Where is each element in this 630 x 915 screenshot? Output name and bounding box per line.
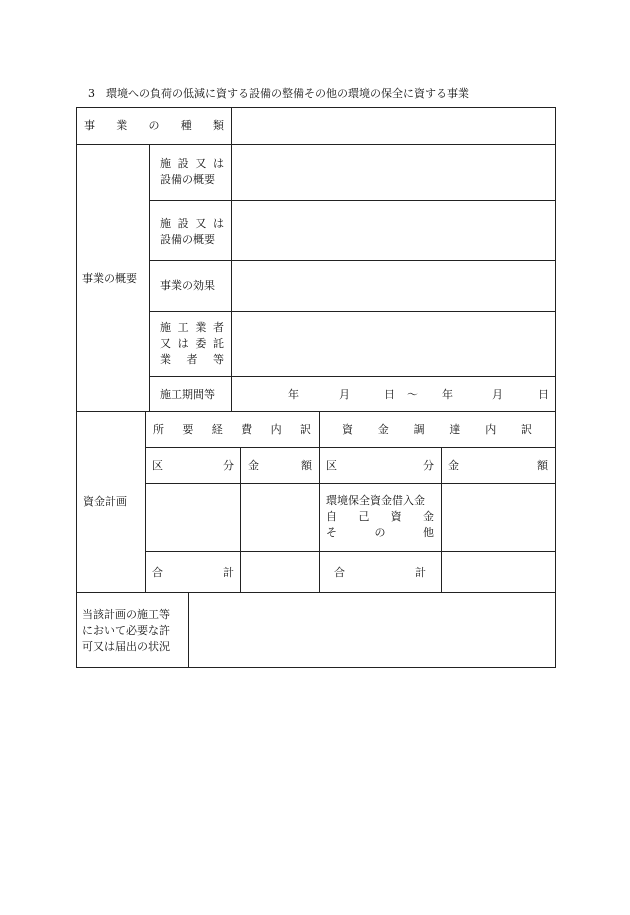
divider <box>149 376 556 377</box>
divider <box>145 483 556 484</box>
facility-label-line2: 設備の概要 <box>160 173 215 186</box>
source-loan: 環境保全資金借入金 <box>326 494 425 507</box>
source-other: そ の 他 <box>326 526 434 539</box>
border-top <box>76 107 556 108</box>
cost-kubun-header: 区 分 <box>152 459 234 472</box>
cost-total-label: 合 計 <box>152 566 234 579</box>
period-tilde: ～ <box>407 388 418 401</box>
business-kind-label: 事 業 の 種 類 <box>84 119 224 132</box>
facility-label-line1: 施 設 又 は <box>160 157 224 170</box>
procure-kubun-header: 区 分 <box>326 459 434 472</box>
overview-label: 事業の概要 <box>82 272 137 285</box>
procure-amount-header: 金 額 <box>448 459 548 472</box>
divider <box>145 447 556 448</box>
business-form-table <box>76 107 556 668</box>
period-month-2: 月 <box>492 388 503 401</box>
contractor-label-line3: 業 者 等 <box>160 353 224 366</box>
border-left <box>76 107 77 668</box>
divider <box>76 144 556 145</box>
border-right <box>555 107 556 668</box>
cost-breakdown-header: 所 要 経 費 内 訳 <box>153 423 311 436</box>
period-year-2: 年 <box>442 388 453 401</box>
procure-total-label: 合 計 <box>334 566 426 579</box>
border-bottom <box>76 667 556 668</box>
divider <box>149 200 556 201</box>
period-month-1: 月 <box>339 388 350 401</box>
divider <box>149 260 556 261</box>
procurement-breakdown-header: 資 金 調 達 内 訳 <box>342 423 532 436</box>
source-own-funds: 自 己 資 金 <box>326 510 434 523</box>
period-day-1: 日 <box>384 388 395 401</box>
divider <box>319 411 320 593</box>
permits-label-line1: 当該計画の施工等 <box>82 608 170 621</box>
divider <box>76 411 556 412</box>
contractor-label-line1: 施 工 業 者 <box>160 321 224 334</box>
divider <box>149 311 556 312</box>
period-year-1: 年 <box>288 388 299 401</box>
divider <box>188 592 189 668</box>
cost-amount-header: 金 額 <box>248 459 312 472</box>
divider <box>76 592 556 593</box>
facility-label-line1: 施 設 又 は <box>160 217 224 230</box>
divider <box>145 551 556 552</box>
divider <box>145 411 146 593</box>
period-day-2: 日 <box>538 388 549 401</box>
contractor-label-line2: 又 は 委 託 <box>160 337 224 350</box>
permits-label-line2: において必要な許 <box>82 624 170 637</box>
permits-label-line3: 可又は届出の状況 <box>82 640 170 653</box>
facility-label-line2: 設備の概要 <box>160 233 215 246</box>
effect-label: 事業の効果 <box>160 279 215 292</box>
divider <box>441 447 442 593</box>
funding-plan-label: 資金計画 <box>83 495 127 508</box>
divider <box>149 144 150 412</box>
divider <box>240 447 241 593</box>
period-label: 施工期間等 <box>160 388 215 401</box>
section-title: 3 環境への負荷の低減に資する設備の整備その他の環境の保全に資する事業 <box>88 87 469 100</box>
